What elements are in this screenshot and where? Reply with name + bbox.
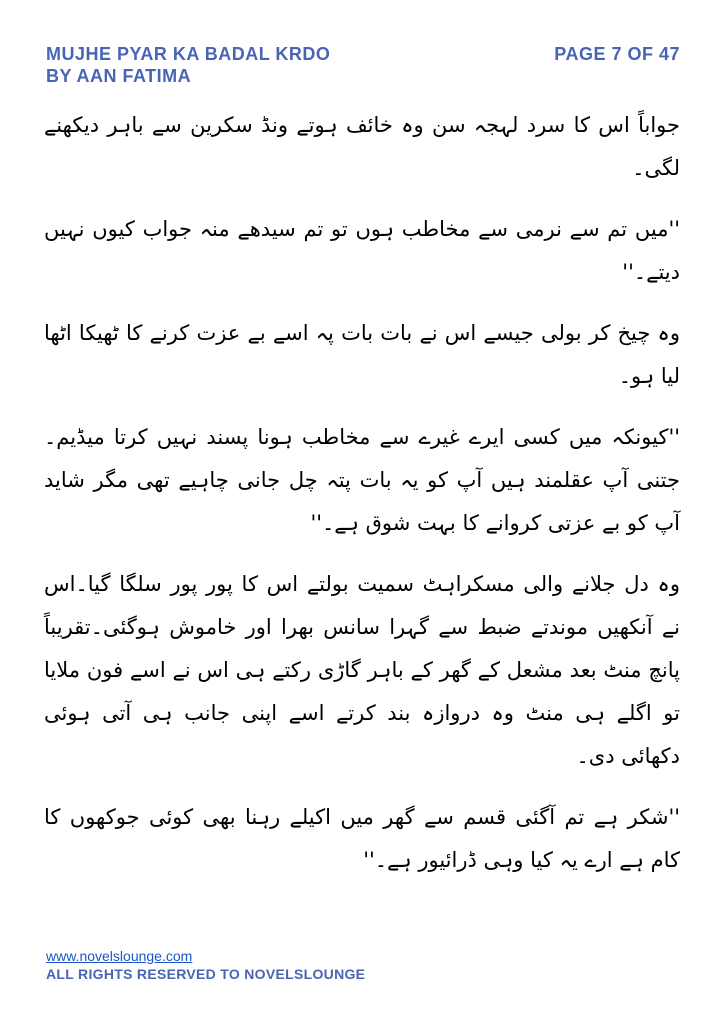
paragraph: وہ چیخ کر بولی جیسے اس نے بات بات پہ اسے بے عزت کرنے کا ٹھیکا اٹھا لیا ہو۔: [44, 321, 680, 388]
page-number: PAGE 7 OF 47: [554, 44, 680, 64]
website-link[interactable]: www.novelslounge.com: [46, 948, 193, 964]
paragraph: وہ دل جلانے والی مسکراہٹ سمیت بولتے اس کا پور پور سلگا گیا۔اس نے آنکھیں موندتے ضبط سے گہرا سانس بھرا اور خاموش ہوگئی۔تقریباً پانچ منٹ بعد مشعل کے گھر کے باہر گاڑی رکتے ہی اس نے اسے فون ملایا تو اگلے ہی منٹ وہ دروازہ بند کرتے اسے اپنی جانب ہی آتی ہوئی دکھائی دی۔: [44, 572, 680, 768]
author-line: BY AAN FATIMA: [46, 66, 192, 86]
paragraph: ''میں تم سے نرمی سے مخاطب ہوں تو تم سیدھے منہ جواب کیوں نہیں دیتے۔'': [44, 217, 680, 284]
page-footer: [46, 948, 365, 982]
paragraph: ''کیونکہ میں کسی ایرے غیرے سے مخاطب ہونا پسند نہیں کرتا میڈیم۔ جتنی آپ عقلمند ہیں آپ کو یہ بات پتہ چل جانی چاہیے تھی مگر شاید آپ کو بے عزتی کروانے کا بہت شوق ہے۔'': [44, 425, 680, 535]
novel-title: MUJHE PYAR KA BADAL KRDO: [46, 44, 331, 64]
paragraph: جواباً اس کا سرد لہجہ سن وہ خائف ہوتے ونڈ سکرین سے باہر دیکھنے لگی۔: [44, 113, 680, 180]
rights-notice: ALL RIGHTS RESERVED TO NOVELSLOUNGE: [46, 966, 366, 982]
paragraph: ''شکر ہے تم آگئی قسم سے گھر میں اکیلے رہنا بھی کوئی جوکھوں کا کام ہے ارے یہ کیا وہی ڈرائیور ہے۔'': [44, 805, 680, 872]
story-body: [44, 104, 680, 900]
